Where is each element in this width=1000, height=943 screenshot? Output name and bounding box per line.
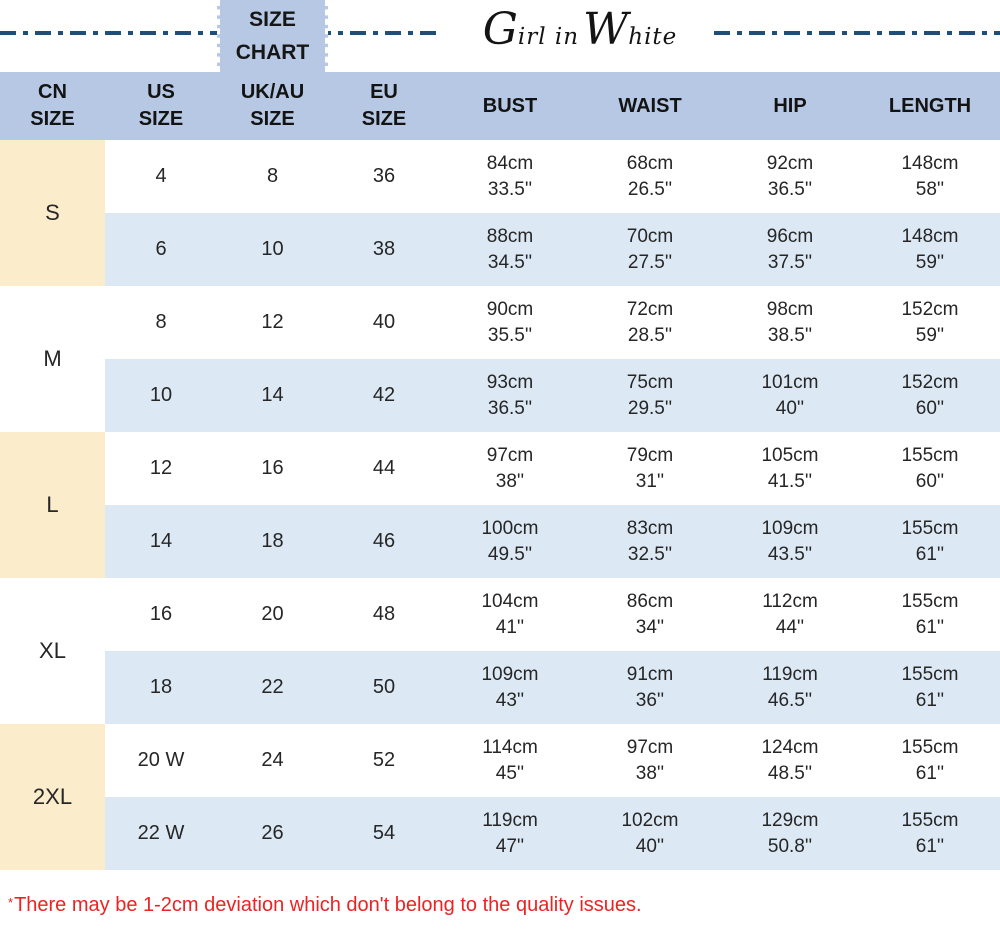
- measure-cm: 155cm: [901, 663, 959, 685]
- hip-cell: [720, 505, 860, 578]
- measure-cm: 75cm: [626, 371, 674, 393]
- header-line: EU: [370, 81, 398, 103]
- us-size-cell: 6: [105, 213, 217, 286]
- measure-inch: 61'': [915, 762, 945, 784]
- hip-cell: [720, 724, 860, 797]
- logo-part-hite: hite: [628, 24, 678, 50]
- eu-size-cell: 36: [328, 140, 440, 213]
- measure-inch: 58'': [915, 178, 945, 200]
- waist-cell: [580, 286, 720, 359]
- measure-cm: 109cm: [481, 663, 539, 685]
- measure-cm: 155cm: [901, 809, 959, 831]
- size-chart-title-line1: SIZE: [249, 7, 296, 31]
- measure-cm: 112cm: [762, 590, 818, 612]
- hip-cell: [720, 359, 860, 432]
- bust-cell: [440, 213, 580, 286]
- measure-cm: 90cm: [486, 298, 534, 320]
- uk-au-size-cell: 14: [217, 359, 328, 432]
- length-cell: [860, 505, 1000, 578]
- cn-size-cell: 2XL: [0, 724, 105, 870]
- size-chart-title-box: [217, 0, 328, 72]
- length-cell: [860, 286, 1000, 359]
- measure-inch: 61'': [915, 543, 945, 565]
- header-line: SIZE: [250, 108, 295, 130]
- header-line: UK/AU: [240, 81, 305, 103]
- measure-cm: 79cm: [626, 444, 674, 466]
- size-group-s: [0, 140, 1000, 286]
- eu-size-cell: 48: [328, 578, 440, 651]
- measure-cm: 152cm: [901, 298, 959, 320]
- measure-inch: 46.5'': [767, 689, 813, 711]
- measure-inch: 41.5'': [767, 470, 813, 492]
- uk-au-size-cell: 20: [217, 578, 328, 651]
- measure-cm: 83cm: [626, 517, 674, 539]
- eu-size-cell: 52: [328, 724, 440, 797]
- measure-cm: 91cm: [626, 663, 674, 685]
- uk-au-size-cell: 18: [217, 505, 328, 578]
- header-hip: [720, 93, 860, 120]
- eu-size-cell: 40: [328, 286, 440, 359]
- measure-cm: 84cm: [486, 152, 534, 174]
- header-uk-au-size: [217, 79, 328, 133]
- measure-inch: 48.5'': [767, 762, 813, 784]
- measure-cm: 152cm: [901, 371, 959, 393]
- waist-cell: [580, 432, 720, 505]
- header-line: CN: [38, 81, 67, 103]
- measure-inch: 32.5'': [627, 543, 673, 565]
- measure-cm: 104cm: [481, 590, 539, 612]
- size-group-2xl: [0, 724, 1000, 870]
- measure-inch: 27.5'': [627, 251, 673, 273]
- uk-au-size-cell: 26: [217, 797, 328, 870]
- us-size-cell: 10: [105, 359, 217, 432]
- size-chart-title-line2: CHART: [235, 40, 310, 64]
- length-cell: [860, 651, 1000, 724]
- measure-inch: 40'': [775, 397, 805, 419]
- measure-cm: 109cm: [761, 517, 819, 539]
- measure-inch: 36.5'': [487, 397, 533, 419]
- eu-size-cell: 46: [328, 505, 440, 578]
- measure-inch: 43'': [495, 689, 525, 711]
- measure-inch: 35.5'': [487, 324, 533, 346]
- header-line: BUST: [482, 94, 538, 117]
- measure-cm: 93cm: [486, 371, 534, 393]
- hip-cell: [720, 578, 860, 651]
- length-cell: [860, 578, 1000, 651]
- waist-cell: [580, 651, 720, 724]
- measure-inch: 38'': [495, 470, 525, 492]
- deviation-note: [8, 894, 642, 917]
- uk-au-size-cell: 22: [217, 651, 328, 724]
- header-cn-size: [0, 79, 105, 133]
- uk-au-size-cell: 24: [217, 724, 328, 797]
- header-us-size: [105, 79, 217, 133]
- table-header-row: [0, 72, 1000, 140]
- measure-cm: 155cm: [901, 444, 959, 466]
- bust-cell: [440, 359, 580, 432]
- us-size-cell: 18: [105, 651, 217, 724]
- measure-cm: 72cm: [626, 298, 674, 320]
- logo-part-irl-in: irl in: [517, 24, 580, 50]
- length-cell: [860, 432, 1000, 505]
- hip-cell: [720, 432, 860, 505]
- measure-cm: 119cm: [482, 809, 538, 831]
- bust-cell: [440, 578, 580, 651]
- measure-inch: 60'': [915, 470, 945, 492]
- measure-inch: 41'': [495, 616, 525, 638]
- measure-cm: 96cm: [766, 225, 814, 247]
- header-line: LENGTH: [888, 94, 972, 117]
- measure-inch: 50.8'': [767, 835, 813, 857]
- measure-inch: 40'': [635, 835, 665, 857]
- bust-cell: [440, 432, 580, 505]
- measure-inch: 26.5'': [627, 178, 673, 200]
- cn-size-cell: S: [0, 140, 105, 286]
- hip-cell: [720, 213, 860, 286]
- measure-cm: 148cm: [901, 152, 959, 174]
- hip-cell: [720, 797, 860, 870]
- us-size-cell: 4: [105, 140, 217, 213]
- header-line: HIP: [773, 94, 807, 117]
- measure-inch: 36.5'': [767, 178, 813, 200]
- measure-cm: 129cm: [761, 809, 819, 831]
- eu-size-cell: 50: [328, 651, 440, 724]
- measure-inch: 29.5'': [627, 397, 673, 419]
- measure-cm: 97cm: [626, 736, 674, 758]
- measure-cm: 114cm: [482, 736, 538, 758]
- measure-inch: 34'': [635, 616, 665, 638]
- bust-cell: [440, 140, 580, 213]
- measure-inch: 61'': [915, 689, 945, 711]
- eu-size-cell: 42: [328, 359, 440, 432]
- measure-inch: 38.5'': [767, 324, 813, 346]
- measure-cm: 101cm: [761, 371, 819, 393]
- us-size-cell: 8: [105, 286, 217, 359]
- measure-cm: 86cm: [626, 590, 674, 612]
- measure-inch: 59'': [915, 324, 945, 346]
- length-cell: [860, 797, 1000, 870]
- header-line: SIZE: [30, 108, 75, 130]
- brand-logo: [455, 4, 705, 66]
- measure-inch: 45'': [495, 762, 525, 784]
- waist-cell: [580, 578, 720, 651]
- header-eu-size: [328, 79, 440, 133]
- eu-size-cell: 44: [328, 432, 440, 505]
- waist-cell: [580, 505, 720, 578]
- measure-cm: 92cm: [766, 152, 814, 174]
- measure-inch: 59'': [915, 251, 945, 273]
- hip-cell: [720, 140, 860, 213]
- bust-cell: [440, 505, 580, 578]
- measure-cm: 105cm: [761, 444, 819, 466]
- top-band: [0, 0, 1000, 72]
- measure-cm: 98cm: [766, 298, 814, 320]
- length-cell: [860, 359, 1000, 432]
- measure-cm: 155cm: [901, 517, 959, 539]
- measure-inch: 61'': [915, 616, 945, 638]
- measure-inch: 61'': [915, 835, 945, 857]
- size-group-xl: [0, 578, 1000, 724]
- waist-cell: [580, 140, 720, 213]
- waist-cell: [580, 359, 720, 432]
- waist-cell: [580, 797, 720, 870]
- length-cell: [860, 213, 1000, 286]
- logo-part-w: W: [583, 4, 629, 55]
- header-waist: [580, 93, 720, 120]
- measure-inch: 31'': [635, 470, 665, 492]
- measure-inch: 34.5'': [487, 251, 533, 273]
- measure-inch: 43.5'': [767, 543, 813, 565]
- size-group-l: [0, 432, 1000, 578]
- measure-cm: 102cm: [621, 809, 679, 831]
- us-size-cell: 20 W: [105, 724, 217, 797]
- bust-cell: [440, 797, 580, 870]
- us-size-cell: 12: [105, 432, 217, 505]
- us-size-cell: 22 W: [105, 797, 217, 870]
- uk-au-size-cell: 8: [217, 140, 328, 213]
- measure-inch: 49.5'': [487, 543, 533, 565]
- waist-cell: [580, 213, 720, 286]
- measure-inch: 47'': [495, 835, 525, 857]
- measure-cm: 68cm: [626, 152, 674, 174]
- measure-inch: 38'': [635, 762, 665, 784]
- header-length: [860, 93, 1000, 120]
- length-cell: [860, 140, 1000, 213]
- header-bust: [440, 93, 580, 120]
- table-body: [0, 140, 1000, 870]
- dash-dot-line-right: [714, 31, 1000, 35]
- hip-cell: [720, 651, 860, 724]
- cn-size-cell: M: [0, 286, 105, 432]
- header-line: WAIST: [618, 94, 682, 117]
- uk-au-size-cell: 12: [217, 286, 328, 359]
- length-cell: [860, 724, 1000, 797]
- cn-size-cell: L: [0, 432, 105, 578]
- measure-cm: 155cm: [901, 590, 959, 612]
- hip-cell: [720, 286, 860, 359]
- us-size-cell: 14: [105, 505, 217, 578]
- logo-part-g: G: [482, 4, 518, 55]
- note-text: There may be 1-2cm deviation which don't belong to the quality issues.: [14, 894, 642, 916]
- measure-inch: 36'': [635, 689, 665, 711]
- us-size-cell: 16: [105, 578, 217, 651]
- bust-cell: [440, 651, 580, 724]
- eu-size-cell: 54: [328, 797, 440, 870]
- measure-cm: 155cm: [901, 736, 959, 758]
- measure-inch: 28.5'': [627, 324, 673, 346]
- uk-au-size-cell: 16: [217, 432, 328, 505]
- note-asterisk: *: [8, 895, 14, 910]
- measure-cm: 97cm: [486, 444, 534, 466]
- cn-size-cell: XL: [0, 578, 105, 724]
- bust-cell: [440, 286, 580, 359]
- header-line: US: [147, 81, 175, 103]
- measure-inch: 37.5'': [767, 251, 813, 273]
- measure-cm: 119cm: [762, 663, 818, 685]
- header-line: SIZE: [361, 108, 407, 130]
- size-group-m: [0, 286, 1000, 432]
- measure-inch: 44'': [775, 616, 805, 638]
- measure-cm: 88cm: [486, 225, 534, 247]
- measure-cm: 100cm: [481, 517, 539, 539]
- measure-inch: 33.5'': [487, 178, 533, 200]
- waist-cell: [580, 724, 720, 797]
- uk-au-size-cell: 10: [217, 213, 328, 286]
- header-line: SIZE: [138, 108, 184, 130]
- measure-cm: 148cm: [901, 225, 959, 247]
- measure-inch: 60'': [915, 397, 945, 419]
- bust-cell: [440, 724, 580, 797]
- measure-cm: 70cm: [626, 225, 674, 247]
- eu-size-cell: 38: [328, 213, 440, 286]
- measure-cm: 124cm: [761, 736, 819, 758]
